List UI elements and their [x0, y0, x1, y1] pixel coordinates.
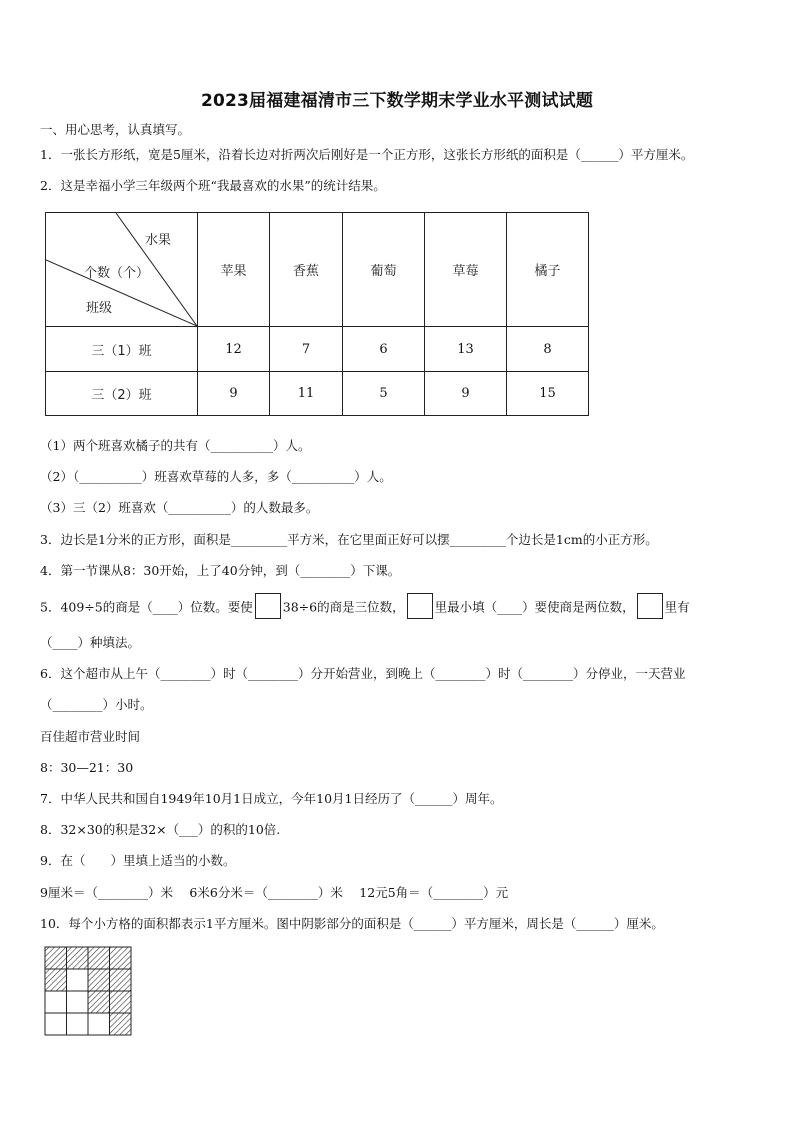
header-fruit-strawberry: 草莓 [425, 213, 507, 327]
answer-box[interactable] [407, 593, 433, 619]
table-cell: 15 [507, 372, 589, 416]
table-row [46, 372, 589, 416]
question-1: 1．一张长方形纸，宽是5厘米，沿着长边对折两次后刚好是一个正方形，这张长方形纸的面积是（______）平方厘米。 [40, 147, 694, 162]
question-7: 7．中华人民共和国自1949年10月1日成立，今年10月1日经历了（______）周年。 [40, 791, 503, 806]
fruit-stats-table [45, 212, 589, 416]
table-cell: 8 [507, 327, 589, 372]
question-2-part-2: （2）（__________）班喜欢草莓的人多，多（__________）人。 [40, 469, 392, 484]
question-3: 3．边长是1分米的正方形，面积是_________平方米，在它里面正好可以摆_________个边长是1cm的小正方形。 [40, 532, 658, 547]
question-6: 6．这个超市从上午（________）时（________）分开始营业，到晚上（________）时（________）分停业，一天营业 [40, 666, 686, 681]
question-9-blanks: 9厘米＝（________）米 6米6分米＝（________）米 12元5角＝（________）元 [40, 885, 509, 900]
question-9: 9．在（ ）里填上适当的小数。 [40, 853, 236, 868]
row-class-label: 三（1）班 [46, 327, 198, 372]
table-corner-header [46, 213, 198, 327]
header-fruit-grape: 葡萄 [343, 213, 425, 327]
question-4: 4．第一节课从8：30开始，上了40分钟，到（________）下课。 [40, 563, 401, 578]
page-title: 2023届福建福清市三下数学期末学业水平测试试题 [200, 91, 594, 111]
question-2-part-1: （1）两个班喜欢橘子的共有（__________）人。 [40, 438, 311, 453]
header-fruit-orange: 橘子 [507, 213, 589, 327]
question-8: 8．32×30的积是32×（___）的积的10倍. [40, 822, 281, 837]
row-class-label: 三（2）班 [46, 372, 198, 416]
table-cell: 9 [425, 372, 507, 416]
answer-box[interactable] [637, 593, 663, 619]
section-heading: 一、用心思考，认真填写。 [40, 122, 191, 137]
store-hours-title: 百佳超市营业时间 [40, 729, 141, 744]
table-cell: 7 [270, 327, 343, 372]
answer-box[interactable] [255, 593, 281, 619]
question-5-part-e: （____）种填法。 [40, 635, 141, 650]
shaded-grid-figure [44, 946, 132, 1036]
table-row [46, 327, 589, 372]
question-10: 10．每个小方格的面积都表示1平方厘米。图中阴影部分的面积是（______）平方厘米，周长是（______）厘米。 [40, 916, 664, 931]
store-hours-time: 8：30—21：30 [40, 760, 134, 775]
question-5-part-b: 38÷6的商是三位数， [282, 599, 405, 615]
table-cell: 13 [425, 327, 507, 372]
question-6-continued: （________）小时。 [40, 697, 153, 712]
table-cell: 11 [270, 372, 343, 416]
corner-label-count: 个数（个） [84, 266, 150, 281]
question-2-part-3: （3）三（2）班喜欢（__________）的人数最多。 [40, 500, 319, 515]
question-2: 2．这是幸福小学三年级两个班“我最喜欢的水果”的统计结果。 [40, 178, 386, 193]
header-fruit-banana: 香蕉 [270, 213, 343, 327]
header-fruit-apple: 苹果 [198, 213, 270, 327]
table-cell: 5 [343, 372, 425, 416]
question-5 [40, 597, 690, 619]
question-5-part-d: 里有 [664, 599, 690, 615]
question-5-part-c: 里最小填（____）要使商是两位数， [434, 599, 635, 615]
table-cell: 9 [198, 372, 270, 416]
corner-label-fruit: 水果 [145, 233, 172, 248]
question-5-part-a: 5．409÷5的商是（____）位数。要使 [40, 599, 253, 615]
table-cell: 6 [343, 327, 425, 372]
corner-label-class: 班级 [86, 301, 113, 316]
table-cell: 12 [198, 327, 270, 372]
